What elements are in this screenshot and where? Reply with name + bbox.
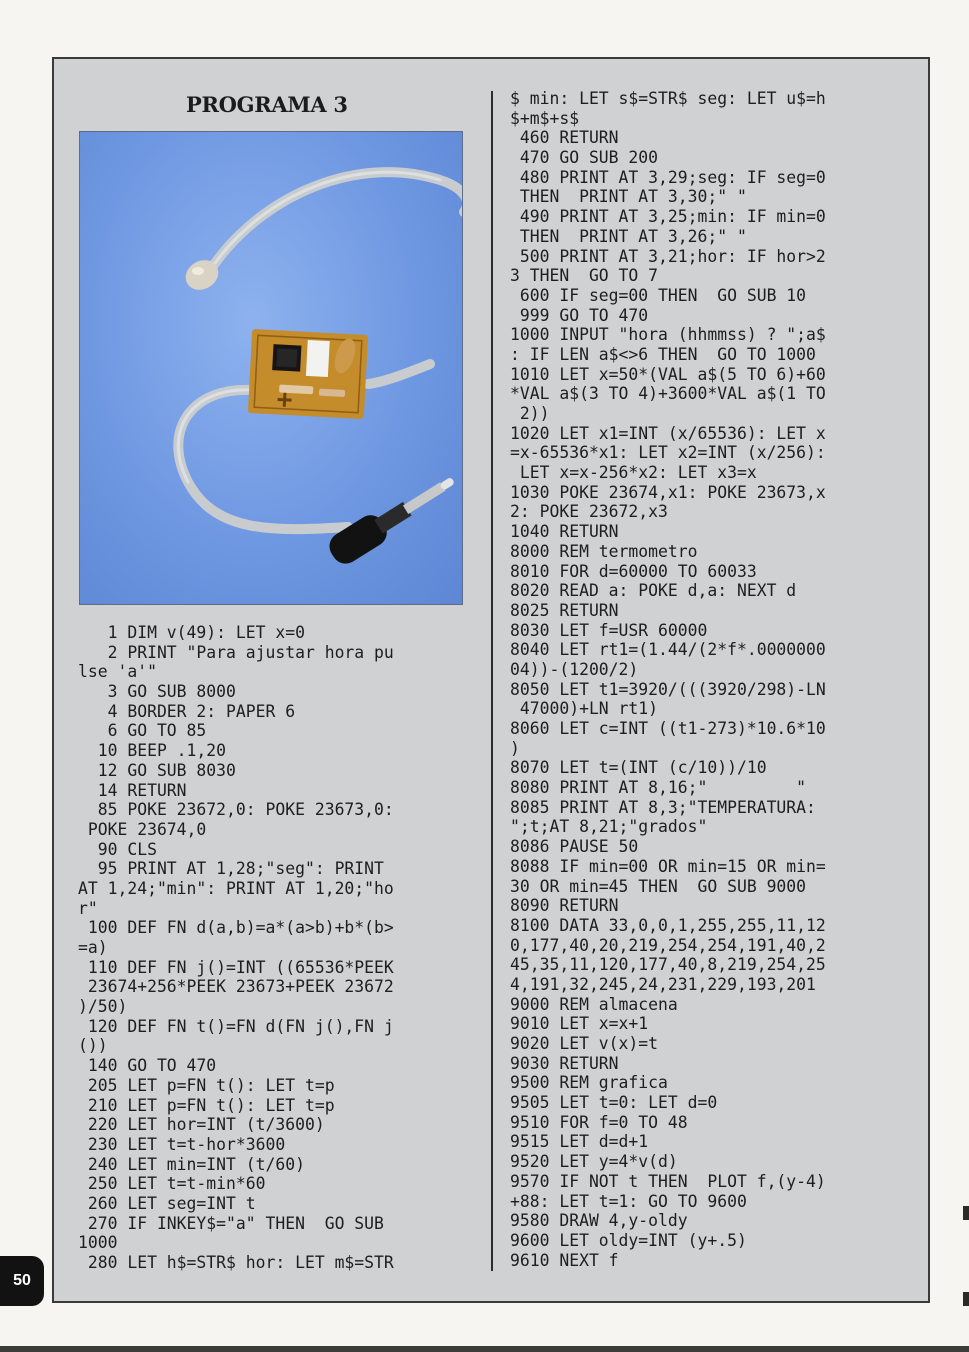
code-line: THEN PRINT AT 3,30;" " xyxy=(510,187,747,207)
code-line: 600 IF seg=00 THEN GO SUB 10 xyxy=(510,285,807,305)
code-line: 4,191,32,245,24,231,229,193,201 xyxy=(510,974,816,994)
code-line: 999 GO TO 470 xyxy=(510,305,649,325)
code-line: 9580 DRAW 4,y-oldy xyxy=(510,1211,688,1231)
page-number: 50 xyxy=(0,1256,44,1306)
code-line: ()) xyxy=(78,1036,108,1056)
code-line: ";t;AT 8,21;"grados" xyxy=(510,817,708,837)
code-line: 9505 LET t=0: LET d=0 xyxy=(510,1093,718,1113)
code-line: 8010 FOR d=60000 TO 60033 xyxy=(510,561,757,581)
code-line: 9570 IF NOT t THEN PLOT f,(y-4) xyxy=(510,1171,826,1191)
code-line: POKE 23674,0 xyxy=(78,819,207,839)
code-line: 9610 NEXT f xyxy=(510,1250,619,1270)
code-line: 9600 LET oldy=INT (y+.5) xyxy=(510,1230,747,1250)
code-line: =x-65536*x1: LET x2=INT (x/256): xyxy=(510,443,826,463)
code-line: 240 LET min=INT (t/60) xyxy=(78,1154,305,1174)
code-line: lse 'a'" xyxy=(78,662,157,682)
code-line: 6 GO TO 85 xyxy=(78,721,207,741)
code-line: 8100 DATA 33,0,0,1,255,255,11,12 xyxy=(510,915,826,935)
code-line: 205 LET p=FN t(): LET t=p xyxy=(78,1075,335,1095)
page-title: PROGRAMA 3 xyxy=(186,92,348,117)
code-line: 45,35,11,120,177,40,8,219,254,25 xyxy=(510,955,826,975)
code-line: 9500 REM grafica xyxy=(510,1073,668,1093)
code-line: 04))-(1200/2) xyxy=(510,659,639,679)
program-listing-left xyxy=(78,623,394,1273)
code-line: 8020 READ a: POKE d,a: NEXT d xyxy=(510,581,797,601)
code-line: 280 LET h$=STR$ hor: LET m$=STR xyxy=(78,1253,394,1272)
code-line: 10 BEEP .1,20 xyxy=(78,741,227,761)
code-line: 8086 PAUSE 50 xyxy=(510,837,639,857)
code-line: 120 DEF FN t()=FN d(FN j(),FN j xyxy=(78,1016,394,1036)
code-line: 90 CLS xyxy=(78,839,157,859)
code-line: 210 LET p=FN t(): LET t=p xyxy=(78,1095,335,1115)
code-line: 30 OR min=45 THEN GO SUB 9000 xyxy=(510,876,807,896)
code-line: 8060 LET c=INT ((t1-273)*10.6*10 xyxy=(510,719,826,738)
code-line: 8050 LET t1=3920/(((3920/298)-LN xyxy=(510,679,826,699)
code-line: 1040 RETURN xyxy=(510,522,619,542)
code-line: 12 GO SUB 8030 xyxy=(78,760,236,780)
code-line: 3 THEN GO TO 7 xyxy=(510,266,659,286)
binding-mark xyxy=(963,1292,969,1306)
code-line: 9520 LET y=4*v(d) xyxy=(510,1152,678,1172)
code-line: 220 LET hor=INT (t/3600) xyxy=(78,1115,325,1135)
code-line: 490 PRINT AT 3,25;min: IF min=0 xyxy=(510,207,826,227)
code-line: r" xyxy=(78,898,98,918)
code-line: 8040 LET rt1=(1.44/(2*f*.0000000 xyxy=(510,640,826,660)
code-line: 0,177,40,20,219,254,254,191,40,2 xyxy=(510,935,826,955)
code-line: 8088 IF min=00 OR min=15 OR min= xyxy=(510,856,826,876)
code-line: 8070 LET t=(INT (c/10))/10 xyxy=(510,758,767,778)
code-line: 2)) xyxy=(510,404,550,423)
code-line: 1000 xyxy=(78,1233,118,1253)
code-line: 500 PRINT AT 3,21;hor: IF hor>2 xyxy=(510,246,826,266)
code-line: $+m$+s$ xyxy=(510,108,580,128)
code-line: 85 POKE 23672,0: POKE 23673,0: xyxy=(78,800,394,820)
code-line: 460 RETURN xyxy=(510,128,619,148)
code-line: : IF LEN a$<>6 THEN GO TO 1000 xyxy=(510,344,816,364)
code-line: 95 PRINT AT 1,28;"seg": PRINT xyxy=(78,859,384,879)
code-line: 8030 LET f=USR 60000 xyxy=(510,620,708,640)
code-line: 9510 FOR f=0 TO 48 xyxy=(510,1112,688,1132)
code-line: 3 GO SUB 8000 xyxy=(78,682,236,702)
code-line: 9010 LET x=x+1 xyxy=(510,1014,649,1034)
column-divider xyxy=(491,91,493,1271)
code-line: 8080 PRINT AT 8,16;" " xyxy=(510,778,807,798)
code-line: 270 IF INKEY$="a" THEN GO SUB xyxy=(78,1213,384,1233)
code-line: 8000 REM termometro xyxy=(510,541,698,561)
code-line: 14 RETURN xyxy=(78,780,187,800)
code-line: 9030 RETURN xyxy=(510,1053,619,1073)
code-line: 100 DEF FN d(a,b)=a*(a>b)+b*(b> xyxy=(78,918,394,938)
code-line: 1000 INPUT "hora (hhmmss) ? ";a$ xyxy=(510,325,826,345)
code-line: 9020 LET v(x)=t xyxy=(510,1034,659,1053)
program-listing-right xyxy=(510,89,826,1270)
code-line: 110 DEF FN j()=INT ((65536*PEEK xyxy=(78,957,394,977)
code-line: +88: LET t=1: GO TO 9600 xyxy=(510,1191,747,1211)
code-line: 480 PRINT AT 3,29;seg: IF seg=0 xyxy=(510,167,826,187)
code-line: 1030 POKE 23674,x1: POKE 23673,x xyxy=(510,482,826,502)
code-line: 8025 RETURN xyxy=(510,600,619,620)
code-line: 23674+256*PEEK 23673+PEEK 23672 xyxy=(78,977,394,997)
code-line: 140 GO TO 470 xyxy=(78,1056,217,1076)
code-line: 9515 LET d=d+1 xyxy=(510,1132,649,1152)
code-line: 470 GO SUB 200 xyxy=(510,148,659,168)
code-line: $ min: LET s$=STR$ seg: LET u$=h xyxy=(510,89,826,108)
code-line: THEN PRINT AT 3,26;" " xyxy=(510,226,747,246)
code-line: 250 LET t=t-min*60 xyxy=(78,1174,266,1194)
code-line: AT 1,24;"min": PRINT AT 1,20;"ho xyxy=(78,878,394,898)
code-line: 1010 LET x=50*(VAL a$(5 TO 6)+60 xyxy=(510,364,826,384)
code-line: =a) xyxy=(78,938,108,957)
code-line: 8090 RETURN xyxy=(510,896,619,916)
code-line: *VAL a$(3 TO 4)+3600*VAL a$(1 TO xyxy=(510,384,826,404)
code-line: 1 DIM v(49): LET x=0 xyxy=(78,623,305,642)
code-line: 4 BORDER 2: PAPER 6 xyxy=(78,701,296,721)
circuit-board-photo xyxy=(79,131,463,605)
code-line: 2 PRINT "Para ajustar hora pu xyxy=(78,642,394,662)
code-line: 2: POKE 23672,x3 xyxy=(510,502,668,522)
circuit-board-photo-icon xyxy=(80,132,463,605)
code-line: 9000 REM almacena xyxy=(510,994,678,1014)
code-line: 47000)+LN rt1) xyxy=(510,699,659,719)
code-line: )/50) xyxy=(78,997,128,1017)
code-line: ) xyxy=(510,738,520,758)
page-bottom-edge xyxy=(0,1346,969,1352)
code-line: 260 LET seg=INT t xyxy=(78,1193,256,1213)
code-line: LET x=x-256*x2: LET x3=x xyxy=(510,463,757,483)
binding-mark xyxy=(963,1206,969,1220)
code-line: 1020 LET x1=INT (x/65536): LET x xyxy=(510,423,826,443)
code-line: 230 LET t=t-hor*3600 xyxy=(78,1134,286,1154)
code-line: 8085 PRINT AT 8,3;"TEMPERATURA: xyxy=(510,797,816,817)
